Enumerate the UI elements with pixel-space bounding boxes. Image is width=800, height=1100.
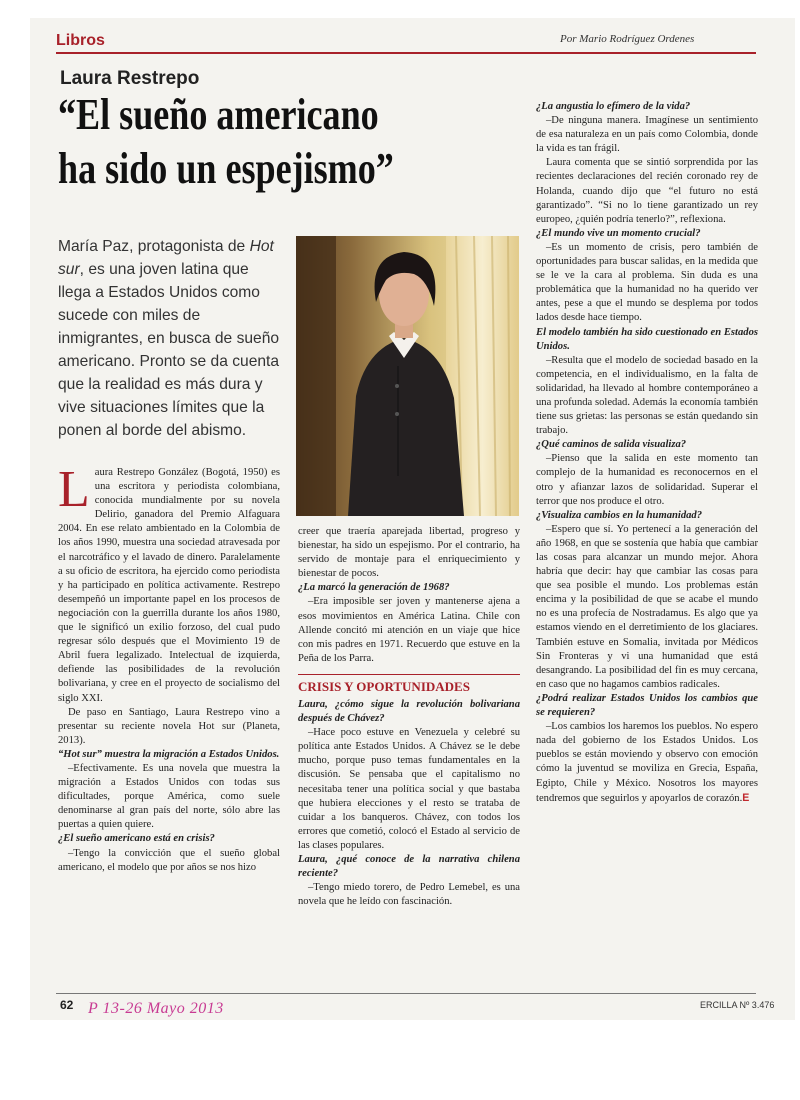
question: ¿La marcó la generación de 1968? bbox=[298, 582, 450, 594]
final-answer-text: –Los cambios los haremos los pueblos. No espero nada del gobierno de los Estados Unidos. Los pueblos se están moviendo y observo con emoción cómo la juventud se moviliza en Grecia, España, Egipto, Chile y México. Nosotros los mayores tendremos que seguirlos y apoyarlos de corazón. bbox=[536, 721, 758, 804]
question: ¿Podrá realizar Estados Unidos los cambios que se requieren? bbox=[536, 692, 758, 719]
headline-line-2: ha sido un espejismo” bbox=[58, 144, 394, 193]
issue-label: ERCILLA Nº 3.476 bbox=[700, 1000, 775, 1010]
answer: –Efectivamente. Es una novela que muestra la migración a Estados Unidos con todas sus dificultades, porque América, como suele denominarse al gran país del norte, sólo abre las puertas a quien quiere. bbox=[58, 762, 280, 831]
page-number: 62 bbox=[60, 998, 74, 1012]
paragraph: Laura comenta que se sintió sorprendida por las recientes declaraciones del recién coronado rey de Holanda, cuando dijo que “el futuro no está garantizado”. “Si no lo tiene garantizado un rey europeo, ¿quién podría tenerlo?”, reflexiona. bbox=[536, 157, 758, 225]
intro-text: aura Restrepo González (Bogotá, 1950) es una escritora y periodista colombiana, conocida mundialmente por su novela Delirio, ganadora del Premio Alfaguara 2004. En ese relato ambientado en la Colombia de los años 1990, muestra una sociedad atravesada por el narcotráfico y el lavado de dinero. Paralelamente a su oficio de escritora, ha ejercido como periodista y ha participado en política activamente. Restrepo desempeñó un importante papel en los procesos de negociación con la guerrilla durante los años 1980, que le significó un exilio forzoso, del cual pudo regresar sólo después que el Movimiento 19 de Abril fuera legalizado. Intelectual de izquierda, defiende las posibilidades de la revolución bolivariana, y cree en el proyecto de socialismo del siglo XXI. bbox=[58, 467, 280, 704]
question: Laura, ¿qué conoce de la narrativa chilena reciente? bbox=[298, 853, 520, 880]
answer: –Tengo la convicción que el sueño global americano, el modelo que por años se nos hizo bbox=[58, 847, 280, 873]
drop-cap: L bbox=[58, 461, 90, 518]
section-subhead: CRISIS Y OPORTUNIDADES bbox=[298, 674, 520, 695]
portrait-image bbox=[296, 236, 519, 516]
answer: –Es un momento de crisis, pero también de oportunidades para buscar salidas, en la medida que se le ve la cara al problema. Sin duda es una problemática que la humanidad no ha querido ver antes, pese a que el mundo se desplema por todos lados desde hace tiempo. bbox=[536, 241, 758, 324]
section-label: Libros bbox=[56, 32, 105, 49]
answer bbox=[536, 720, 758, 806]
handwritten-date-note bbox=[88, 1000, 224, 1018]
answer: –De ninguna manera. Imagínese un sentimiento de esa naturaleza en un país como Colombia, donde la vida es tan frágil. bbox=[536, 115, 758, 155]
question: Laura, ¿cómo sigue la revolución bolivariana después de Chávez? bbox=[298, 698, 520, 725]
column-2 bbox=[298, 525, 520, 909]
end-mark-icon: E bbox=[742, 791, 750, 804]
answer: –Espero que sí. Yo pertenecí a la generación del año 1968, en que se sostenía que había que cambiar las cosas para alcanzar un mundo mejor. Ahora habría que decir: hay que cambiar las cosas para que sea posible el mundo. Los problemas están encima y la posibilidad de que se acabe el mundo no es una profecía de Nostradamus. Es algo que ya estamos viendo en el derretimiento de los glaciares. También estuve en Somalia, invitada por Médicos Sin Fronteras y vi una humanidad que está desangrando. La posibilidad del fin es muy cercana, en caso que no hagamos cambios radicales. bbox=[536, 523, 758, 690]
byline: Por Mario Rodríguez Ordenes bbox=[560, 33, 695, 45]
question: ¿El sueño americano está en crisis? bbox=[58, 833, 215, 845]
deck-text-2: , es una joven latina que llega a Estados Unidos como sucede con miles de inmigrantes, en busca de sueño americano. Pronto se da cuenta que la realidad es más dura y vive situaciones límites que la ponen al borde del abismo. bbox=[58, 261, 280, 439]
column-3 bbox=[536, 100, 758, 806]
column-1 bbox=[58, 461, 280, 875]
question: ¿Qué caminos de salida visualiza? bbox=[536, 439, 687, 451]
question: “Hot sur” muestra la migración a Estados Unidos. bbox=[58, 748, 280, 760]
footer-rule bbox=[56, 993, 756, 994]
headline-line-1: “El sueño americano bbox=[58, 90, 379, 139]
intro-paragraph bbox=[58, 461, 280, 706]
answer-continued: creer que traería aparejada libertad, progreso y bienestar, ha sido un espejismo. Por el contrario, ha servido de montaje para el enriquecimiento y bienestar de pocos. bbox=[298, 526, 520, 580]
answer: –Hace poco estuve en Venezuela y celebré su política ante Estados Unidos. A Chávez se le debe mucho, porque puso temas fundamentales en la discusión. Se pensaba que el capitalismo no necesitaba tener una política social y que bastaba que hubiera elecciones y el resto se trataba de cuidar a los banqueros. Chávez, con todos los errores que cometió, colocó el Estado al servicio de las clases populares. bbox=[298, 727, 520, 851]
author-photo bbox=[296, 236, 519, 516]
question: El modelo también ha sido cuestionado en Estados Unidos. bbox=[536, 326, 758, 352]
question: ¿El mundo vive un momento crucial? bbox=[536, 227, 701, 239]
header-rule bbox=[56, 52, 756, 54]
question: ¿Visualiza cambios en la humanidad? bbox=[536, 509, 703, 521]
answer: –Tengo miedo torero, de Pedro Lemebel, es una novela que he leído con fascinación. bbox=[298, 882, 520, 908]
kicker: Laura Restrepo bbox=[60, 68, 200, 89]
answer: –Pienso que la salida en este momento tan complejo de la humanidad es reconocernos en el otro y afianzar lazos de solidaridad. Superar el terror que nos produce el otro. bbox=[536, 453, 758, 507]
paragraph: De paso en Santiago, Laura Restrepo vino a presentar su reciente novela Hot sur (Planeta, 2013). bbox=[58, 706, 280, 746]
handwritten-text: P 13-26 Mayo 2013 bbox=[88, 1000, 224, 1017]
headline bbox=[58, 88, 443, 196]
answer: –Era imposible ser joven y mantenerse ajena a esos movimientos en América Latina. Chile con Allende concitó mi atención en un viaje que hice con mis padres en 1971. Recuerdo que estuve en la Peña de los Parra. bbox=[298, 596, 520, 664]
answer: –Resulta que el modelo de sociedad basado en la competencia, en el individualismo, en la falta de solidaridad, ha llevado al hombre contemporáneo a una profunda soledad. Además la economía también tiene sus grietas: las personas se están quedando sin trabajo. bbox=[536, 354, 758, 437]
deck-text-1: María Paz, protagonista de bbox=[58, 238, 246, 255]
question: ¿La angustia lo efímero de la vida? bbox=[536, 101, 691, 112]
deck bbox=[58, 235, 283, 442]
deck-book-title: Hot sur bbox=[58, 238, 274, 278]
